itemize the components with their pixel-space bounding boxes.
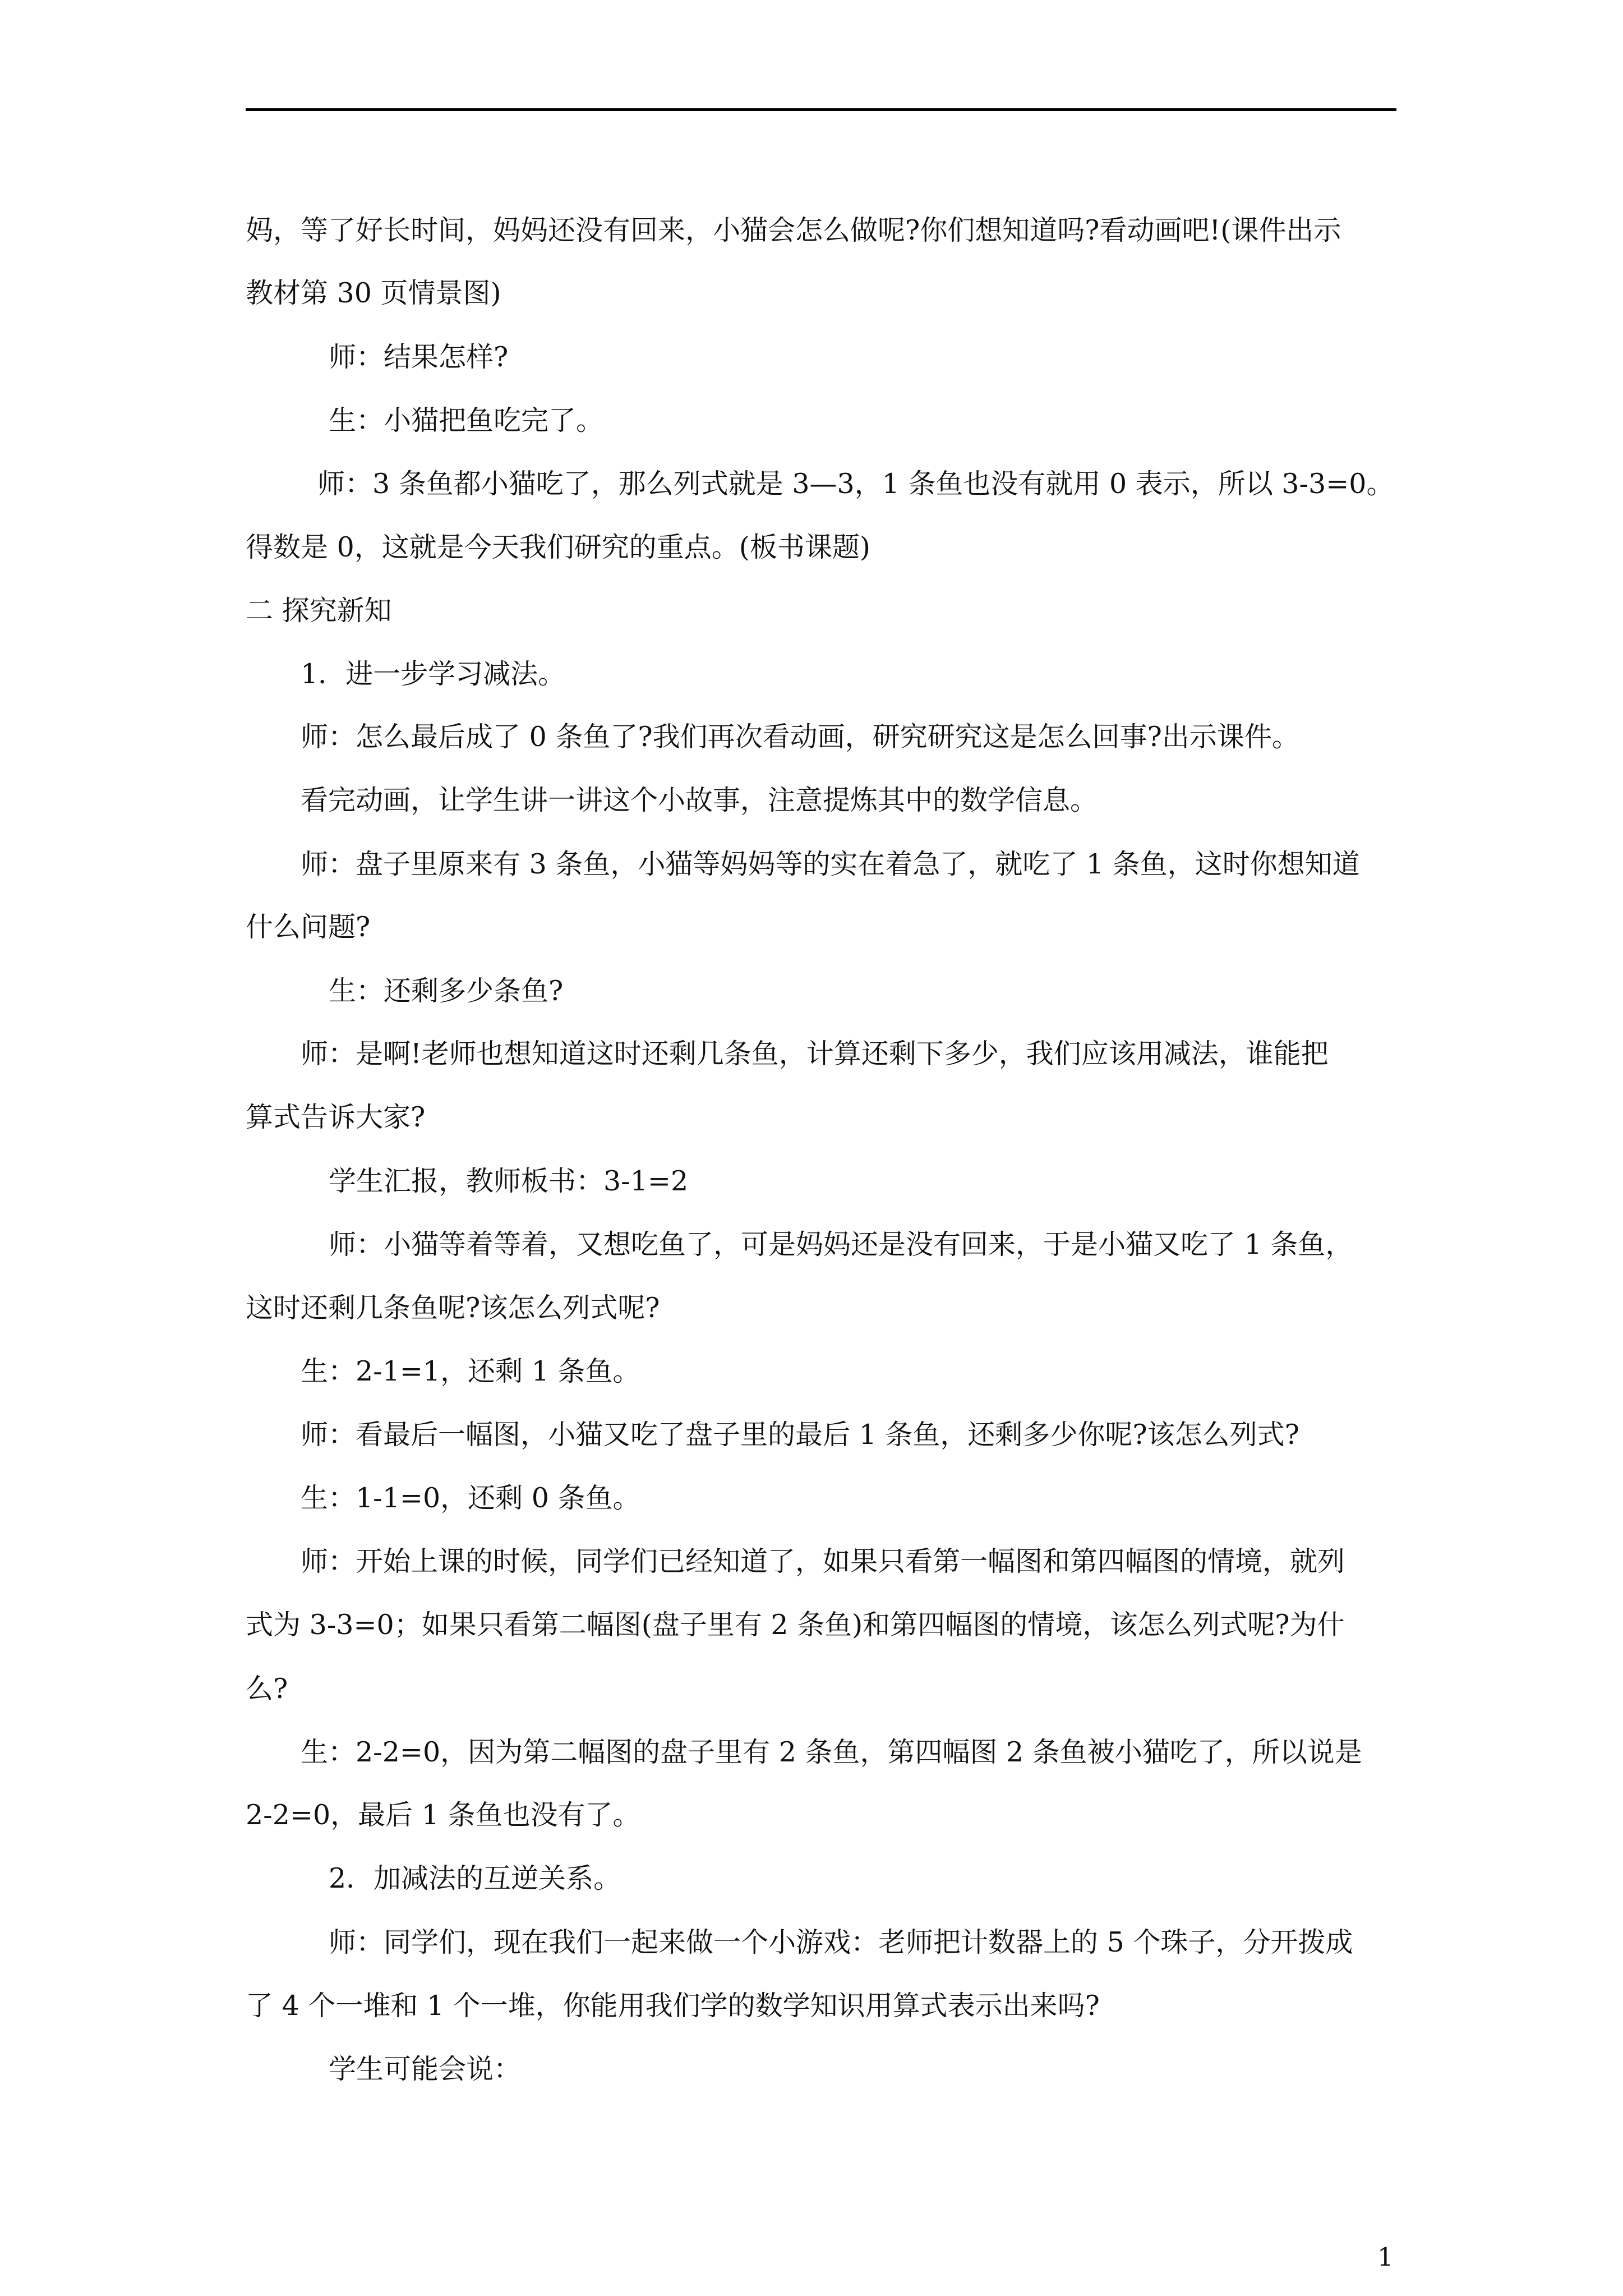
text-line: 了 4 个一堆和 1 个一堆，你能用我们学的数学知识用算式表示出来吗? bbox=[246, 1990, 1100, 2022]
text-line: 师：小猫等着等着，又想吃鱼了，可是妈妈还是没有回来，于是小猫又吃了 1 条鱼， bbox=[329, 1228, 1353, 1260]
subsection-heading: 2．加减法的互逆关系。 bbox=[329, 1862, 621, 1894]
text-line: 学生可能会说： bbox=[329, 2053, 522, 2085]
text-line: 生：2-1=1，还剩 1 条鱼。 bbox=[301, 1355, 640, 1387]
text-line: 师：同学们，现在我们一起来做一个小游戏：老师把计数器上的 5 个珠子，分开拨成 bbox=[329, 1926, 1353, 1958]
text-line: 式为 3-3=0；如果只看第二幅图(盘子里有 2 条鱼)和第四幅图的情境，该怎么列式呢?为什 bbox=[246, 1609, 1345, 1641]
text-line: 生：2-2=0，因为第二幅图的盘子里有 2 条鱼，第四幅图 2 条鱼被小猫吃了，所以说是 bbox=[301, 1736, 1362, 1768]
text-line: 得数是 0，这就是今天我们研究的重点。(板书课题) bbox=[246, 531, 870, 563]
text-line: 师：开始上课的时候，同学们已经知道了，如果只看第一幅图和第四幅图的情境，就列 bbox=[301, 1545, 1345, 1577]
text-line: 算式告诉大家? bbox=[246, 1101, 426, 1133]
text-line: 师：盘子里原来有 3 条鱼，小猫等妈妈等的实在着急了，就吃了 1 条鱼，这时你想知道 bbox=[301, 848, 1360, 880]
text-line: 2-2=0，最后 1 条鱼也没有了。 bbox=[246, 1799, 640, 1831]
subsection-heading: 1．进一步学习减法。 bbox=[301, 658, 566, 690]
text-line: 妈，等了好长时间，妈妈还没有回来，小猫会怎么做呢?你们想知道吗?看动画吧!(课件出示 bbox=[246, 214, 1341, 246]
section-heading: 二 探究新知 bbox=[246, 595, 392, 627]
text-line: 师：是啊!老师也想知道这时还剩几条鱼，计算还剩下多少，我们应该用减法，谁能把 bbox=[301, 1038, 1329, 1070]
text-line: 师：结果怎样? bbox=[329, 341, 509, 373]
text-line: 教材第 30 页情景图) bbox=[246, 277, 501, 309]
page-number: 1 bbox=[1377, 2242, 1394, 2272]
text-line: 么? bbox=[246, 1673, 288, 1705]
text-line: 生：还剩多少条鱼? bbox=[329, 975, 564, 1007]
text-line: 什么问题? bbox=[246, 911, 371, 943]
text-line: 生：1-1=0，还剩 0 条鱼。 bbox=[301, 1482, 640, 1514]
text-line: 师：怎么最后成了 0 条鱼了?我们再次看动画，研究研究这是怎么回事?出示课件。 bbox=[301, 721, 1299, 753]
text-line: 师：看最后一幅图，小猫又吃了盘子里的最后 1 条鱼，还剩多少你呢?该怎么列式? bbox=[301, 1419, 1299, 1451]
text-line: 学生汇报，教师板书：3-1=2 bbox=[329, 1165, 689, 1197]
text-line: 这时还剩几条鱼呢?该怎么列式呢? bbox=[246, 1292, 660, 1324]
header-rule bbox=[246, 108, 1396, 111]
text-line: 师：3 条鱼都小猫吃了，那么列式就是 3—3，1 条鱼也没有就用 0 表示，所以 3-3=0。 bbox=[317, 468, 1394, 500]
text-line: 生：小猫把鱼吃完了。 bbox=[329, 404, 604, 436]
text-line: 看完动画，让学生讲一讲这个小故事，注意提炼其中的数学信息。 bbox=[301, 784, 1098, 816]
